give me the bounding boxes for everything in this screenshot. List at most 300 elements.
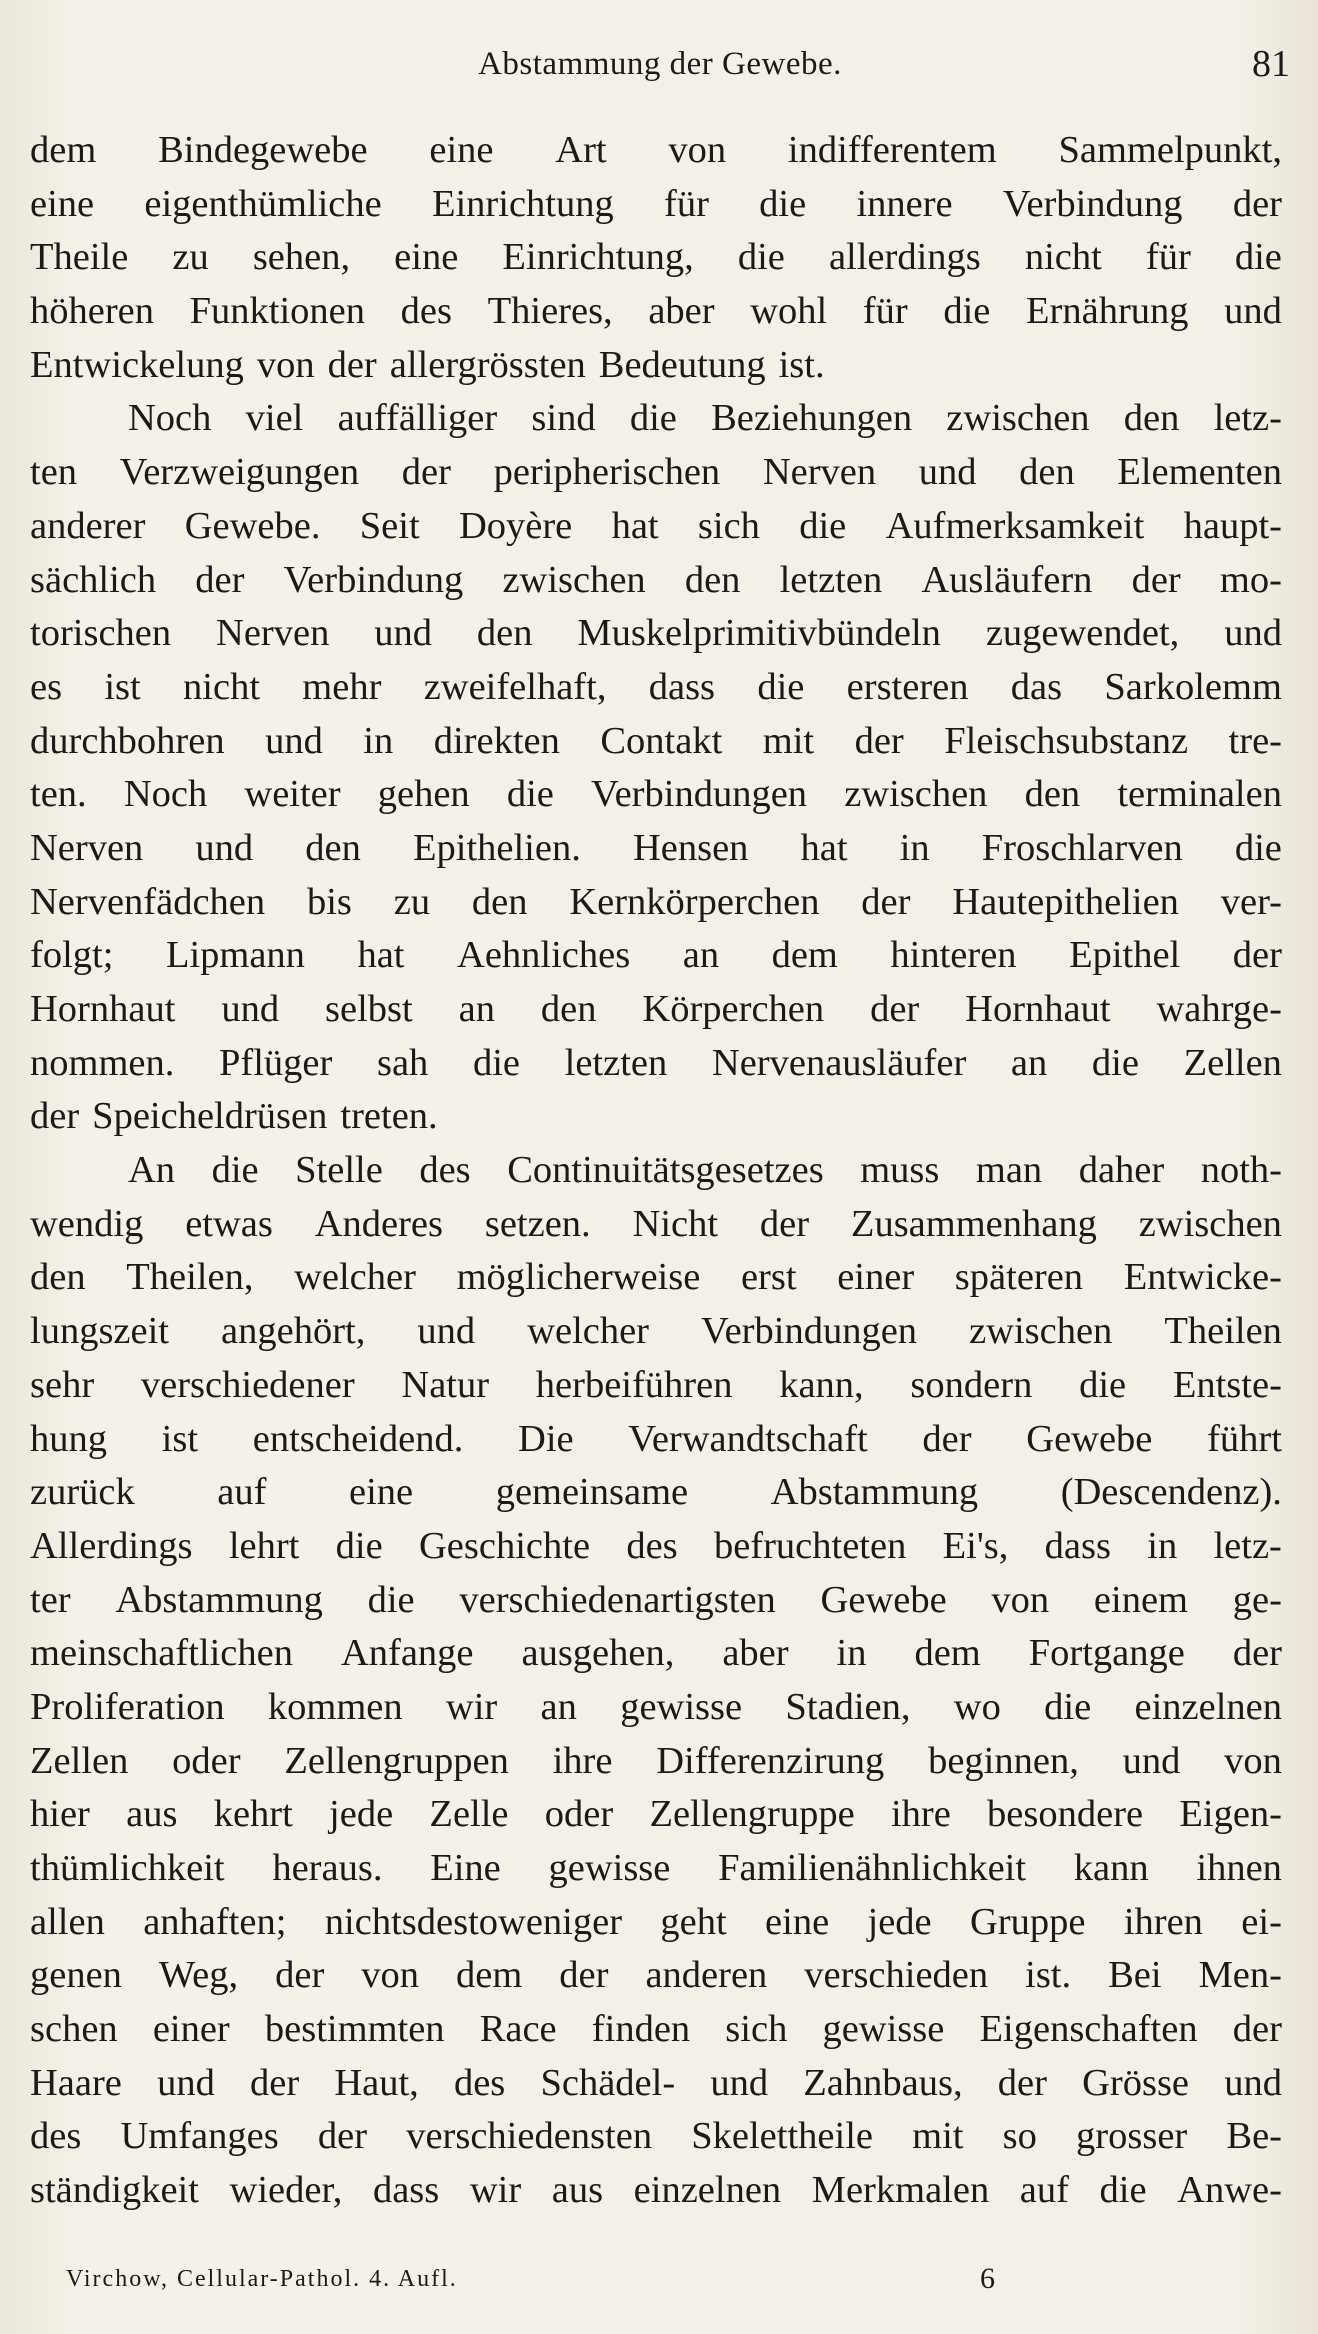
word: Eine xyxy=(430,1847,501,1889)
text-line xyxy=(30,826,1282,880)
word: Hautepithelien xyxy=(952,880,1179,923)
word: an xyxy=(540,1685,577,1728)
word: dass xyxy=(648,665,716,708)
word: den xyxy=(540,988,597,1030)
text-line xyxy=(30,396,1282,450)
word: geht xyxy=(660,1900,727,1943)
word: die xyxy=(737,236,785,279)
word: Hornhaut xyxy=(965,988,1111,1030)
word: Skelettheile xyxy=(691,2115,873,2158)
word: Hornhaut xyxy=(30,988,176,1030)
word: Verbindungen xyxy=(701,1310,918,1353)
word: der xyxy=(249,2061,300,2104)
word: die xyxy=(1234,236,1282,279)
word: Die xyxy=(518,1417,574,1460)
word: sehr xyxy=(30,1363,95,1406)
word: Verbindungen xyxy=(591,773,808,816)
word: torischen xyxy=(30,612,172,655)
word: Gewebe xyxy=(820,1578,947,1621)
word: und xyxy=(417,1310,476,1353)
word: Verbindung xyxy=(1002,182,1183,225)
word: letzten xyxy=(564,1041,668,1084)
word: von xyxy=(1224,1739,1282,1782)
word: den xyxy=(1019,451,1075,494)
text-line xyxy=(30,2007,1282,2061)
word: zweifelhaft, xyxy=(423,665,607,708)
word: und xyxy=(157,2061,215,2104)
word: Nervenfädchen xyxy=(30,880,266,923)
word: Thieres, xyxy=(487,290,613,333)
word: sah xyxy=(376,1041,429,1084)
word: direkten xyxy=(433,719,560,762)
word: ver- xyxy=(1220,880,1282,923)
word: sich xyxy=(725,2008,788,2051)
word: und xyxy=(710,2061,769,2104)
word: Noch xyxy=(123,773,208,816)
word: dem xyxy=(771,934,838,977)
word: Allerdings xyxy=(30,1524,193,1567)
word: Elementen xyxy=(1117,451,1282,494)
word: Muskelprimitivbündeln xyxy=(577,612,941,655)
word: für xyxy=(1145,236,1191,279)
word: gemeinsame xyxy=(495,1471,689,1514)
word: haupt- xyxy=(1183,504,1282,547)
word: Entste- xyxy=(1172,1363,1282,1406)
word: die xyxy=(335,1524,383,1567)
word: Bindegewebe xyxy=(158,129,368,171)
word: nommen. xyxy=(30,1041,175,1084)
word: ge- xyxy=(1232,1578,1282,1621)
running-title: Abstammung der Gewebe. xyxy=(478,46,842,82)
word: Verzweigungen xyxy=(119,451,360,494)
body-text xyxy=(30,128,1282,2222)
word: Entwickelung xyxy=(30,343,244,386)
word: zwischen xyxy=(502,558,646,601)
word: anderen xyxy=(645,1954,768,1997)
word: wieder, xyxy=(229,2169,343,2212)
word: ten xyxy=(30,451,78,494)
word: entscheidend. xyxy=(252,1417,464,1460)
word: gewisse xyxy=(620,1685,743,1728)
word: einer xyxy=(152,2008,230,2051)
word: Zellen xyxy=(30,1739,129,1782)
text-line xyxy=(30,343,1282,397)
word: der xyxy=(1232,934,1282,977)
word: (Descendenz). xyxy=(1060,1471,1282,1514)
word: Verwandtschaft xyxy=(628,1417,868,1460)
word: kann xyxy=(1073,1847,1149,1889)
word: Haut, xyxy=(334,2061,419,2104)
word: eigenthümliche xyxy=(144,182,382,225)
word: terminalen xyxy=(1117,773,1282,816)
word: zwischen xyxy=(969,1310,1113,1353)
word: der xyxy=(327,343,377,386)
word: Continuitätsgesetzes xyxy=(507,1149,824,1192)
word: eine xyxy=(429,129,494,171)
word: ist xyxy=(104,665,141,708)
word: den xyxy=(305,826,361,869)
text-line xyxy=(30,933,1282,987)
word: die xyxy=(1234,826,1282,869)
word: den xyxy=(684,558,741,601)
text-line xyxy=(30,182,1282,236)
word: der xyxy=(861,880,911,923)
word: der xyxy=(275,1954,325,1997)
word: hinteren xyxy=(890,934,1017,977)
word: dass xyxy=(372,2169,440,2212)
word: der xyxy=(870,988,920,1030)
word: durchbohren xyxy=(30,719,225,762)
word: Gewebe. xyxy=(184,504,321,547)
text-line xyxy=(30,880,1282,934)
text-line xyxy=(30,1900,1282,1954)
word: muss xyxy=(860,1149,940,1192)
word: Noch xyxy=(128,397,212,440)
word: des xyxy=(626,1524,678,1567)
word: innere xyxy=(856,182,953,225)
word: Proliferation xyxy=(30,1685,225,1728)
text-line xyxy=(30,1631,1282,1685)
word: die xyxy=(211,1149,259,1192)
word: des xyxy=(30,2115,82,2158)
word: Eigen- xyxy=(1179,1793,1282,1836)
word: nicht xyxy=(1024,236,1102,279)
word: Zelle xyxy=(429,1793,509,1836)
word: eine xyxy=(394,236,459,279)
word: treten. xyxy=(340,1095,438,1138)
word: bestimmten xyxy=(264,2008,445,2051)
word: zwischen xyxy=(844,773,988,816)
text-line xyxy=(30,1578,1282,1632)
word: An xyxy=(128,1149,176,1192)
word: Zusammenhang xyxy=(850,1202,1097,1245)
word: welcher xyxy=(527,1310,650,1353)
text-line xyxy=(30,558,1282,612)
word: der xyxy=(30,1095,80,1138)
word: dem xyxy=(30,129,97,171)
word: möglicherweise xyxy=(456,1256,701,1299)
word: tre- xyxy=(1228,719,1282,762)
word: zwischen xyxy=(946,397,1090,440)
word: hat xyxy=(800,826,848,869)
text-line xyxy=(30,289,1282,343)
word: lungszeit xyxy=(30,1310,169,1353)
word: Sammelpunkt, xyxy=(1058,129,1282,171)
word: der xyxy=(1232,2008,1282,2051)
word: dass xyxy=(1044,1524,1111,1567)
word: der xyxy=(401,451,451,494)
word: ihre xyxy=(552,1739,613,1782)
word: verschieden xyxy=(804,1954,989,1997)
word: herbeiführen xyxy=(535,1363,733,1406)
word: kann, xyxy=(779,1363,864,1406)
word: Lipmann xyxy=(165,934,305,977)
word: Ausläufern xyxy=(921,558,1093,601)
word: die xyxy=(757,665,805,708)
word: ter xyxy=(30,1578,71,1621)
word: Race xyxy=(479,2008,557,2051)
word: an xyxy=(682,934,720,977)
word: führt xyxy=(1207,1417,1282,1460)
text-line xyxy=(30,1953,1282,2007)
word: den xyxy=(1024,773,1081,816)
word: Zahnbaus, xyxy=(803,2061,963,2104)
word: Nerven xyxy=(30,826,144,869)
word: der xyxy=(1232,182,1282,225)
word: Doyère xyxy=(458,504,573,547)
text-line xyxy=(30,1792,1282,1846)
word: für xyxy=(862,290,908,333)
word: selbst xyxy=(325,988,413,1030)
text-line xyxy=(30,772,1282,826)
word: auffälliger xyxy=(337,397,498,440)
word: ihren xyxy=(1123,1900,1203,1943)
word: an xyxy=(1010,1041,1048,1084)
word: aber xyxy=(648,290,715,333)
word: und xyxy=(374,612,432,655)
word: Differenzirung xyxy=(656,1739,885,1782)
word: Fleischsubstanz xyxy=(944,719,1189,762)
word: man xyxy=(975,1149,1043,1192)
word: Gewebe xyxy=(1026,1417,1153,1460)
word: dem xyxy=(456,1954,523,1997)
word: und xyxy=(1224,612,1282,655)
word: anderer xyxy=(30,504,146,547)
text-line xyxy=(30,235,1282,289)
text-line xyxy=(30,1309,1282,1363)
word: den xyxy=(1123,397,1180,440)
word: letz- xyxy=(1213,397,1282,440)
word: Be- xyxy=(1226,2115,1282,2158)
word: hat xyxy=(611,504,659,547)
page-footer xyxy=(66,2262,1066,2306)
word: Natur xyxy=(401,1363,490,1406)
word: aber xyxy=(722,1632,789,1675)
text-line xyxy=(30,611,1282,665)
page-number: 81 xyxy=(1252,43,1290,85)
word: so xyxy=(1002,2115,1037,2158)
word: von xyxy=(256,343,315,386)
word: der xyxy=(559,1954,609,1997)
word: in xyxy=(836,1632,867,1675)
word: Sarkolemm xyxy=(1104,665,1282,708)
word: zugewendet, xyxy=(985,612,1180,655)
text-line xyxy=(30,1041,1282,1095)
word: letzten xyxy=(779,558,883,601)
word: die xyxy=(1091,1041,1139,1084)
word: Grösse xyxy=(1082,2061,1190,2104)
word: hat xyxy=(357,934,405,977)
word: das xyxy=(1010,665,1063,708)
word: dem xyxy=(914,1632,981,1675)
word: Bei xyxy=(1108,1954,1162,1997)
word: Seit xyxy=(359,504,420,547)
text-line xyxy=(30,1417,1282,1471)
word: den xyxy=(471,880,528,923)
word: verschiedenartigsten xyxy=(459,1578,776,1621)
word: den xyxy=(476,612,533,655)
text-line xyxy=(30,1202,1282,1256)
word: Nerven xyxy=(216,612,330,655)
word: von xyxy=(361,1954,420,1997)
word: des xyxy=(419,1149,471,1192)
word: sächlich xyxy=(30,558,157,601)
word: die xyxy=(1099,2169,1147,2212)
word: und xyxy=(1224,290,1282,333)
word: thümlichkeit xyxy=(30,1847,225,1889)
word: eine xyxy=(349,1471,414,1514)
word: die xyxy=(799,504,847,547)
word: mit xyxy=(762,719,815,762)
word: und xyxy=(221,988,280,1030)
word: der xyxy=(195,558,245,601)
text-line xyxy=(30,1685,1282,1739)
word: grosser xyxy=(1076,2115,1188,2158)
word: ständigkeit xyxy=(30,2169,199,2212)
word: und xyxy=(1122,1739,1181,1782)
text-line xyxy=(30,450,1282,504)
word: kommen xyxy=(267,1685,403,1728)
word: an xyxy=(458,988,495,1030)
word: gehen xyxy=(377,773,470,816)
word: Verbindung xyxy=(283,558,464,601)
word: Theilen xyxy=(1164,1310,1282,1353)
word: von xyxy=(668,129,727,171)
word: Anfange xyxy=(340,1632,474,1675)
word: befruchteten xyxy=(713,1524,907,1567)
word: gewisse xyxy=(548,1847,671,1889)
word: aus xyxy=(551,2169,604,2212)
word: besondere xyxy=(987,1793,1144,1836)
word: schen xyxy=(30,2008,118,2051)
word: Abstammung xyxy=(770,1471,979,1514)
word: angehört, xyxy=(221,1310,366,1353)
word: eine xyxy=(30,182,95,225)
word: peripherischen xyxy=(493,451,721,494)
word: späteren xyxy=(954,1256,1084,1299)
word: zwischen xyxy=(1138,1202,1282,1245)
word: erst xyxy=(740,1256,797,1299)
word: ihnen xyxy=(1196,1847,1282,1889)
word: sich xyxy=(697,504,760,547)
word: die xyxy=(1079,1363,1127,1406)
text-line xyxy=(30,128,1282,182)
word: hier xyxy=(30,1793,90,1836)
word: nichtsdestoweniger xyxy=(324,1900,623,1943)
word: einzelnen xyxy=(1134,1685,1282,1728)
word: zu xyxy=(393,880,431,923)
word: der xyxy=(1232,1632,1282,1675)
text-line xyxy=(30,2114,1282,2168)
word: etwas xyxy=(185,1202,273,1245)
word: und xyxy=(1224,2061,1282,2104)
text-line xyxy=(30,1094,1282,1148)
word: Hensen xyxy=(632,826,749,869)
word: und xyxy=(918,451,977,494)
word: viel xyxy=(245,397,304,440)
word: folgt; xyxy=(30,934,114,977)
word: Pflüger xyxy=(219,1041,333,1084)
word: Theile xyxy=(30,236,129,279)
word: Haare xyxy=(30,2061,122,2104)
word: und xyxy=(195,826,254,869)
word: einzelnen xyxy=(633,2169,782,2212)
word: des xyxy=(453,2061,506,2104)
word: daher xyxy=(1078,1149,1165,1192)
word: oder xyxy=(544,1793,614,1836)
word: welcher xyxy=(294,1256,416,1299)
word: Zellen xyxy=(1183,1041,1282,1084)
word: Fortgange xyxy=(1028,1632,1185,1675)
word: Men- xyxy=(1198,1954,1282,1997)
word: Anderes xyxy=(314,1202,443,1245)
word: Umfanges xyxy=(120,2115,279,2158)
word: ist xyxy=(161,1417,199,1460)
word: Theilen, xyxy=(126,1256,254,1299)
word: wahrge- xyxy=(1156,988,1282,1030)
word: einer xyxy=(837,1256,915,1299)
word: gewisse xyxy=(822,2008,945,2051)
word: und xyxy=(265,719,323,762)
word: sind xyxy=(531,397,596,440)
word: Speicheldrüsen xyxy=(92,1095,328,1138)
word: allen xyxy=(30,1900,105,1943)
word: Ei's, xyxy=(942,1524,1009,1567)
word: Epithelien. xyxy=(412,826,581,869)
word: Merkmalen xyxy=(811,2169,990,2212)
word: hung xyxy=(30,1417,107,1460)
word: verschiedensten xyxy=(406,2115,653,2158)
word: in xyxy=(899,826,930,869)
word: Zellengruppe xyxy=(649,1793,855,1836)
word: ausgehen, xyxy=(521,1632,675,1675)
word: Epithel xyxy=(1069,934,1181,977)
word: Aehnliches xyxy=(457,934,631,977)
word: sondern xyxy=(910,1363,1033,1406)
word: wendig xyxy=(30,1202,144,1245)
word: es xyxy=(30,665,63,708)
word: nicht xyxy=(183,665,261,708)
word: Körperchen xyxy=(642,988,825,1030)
word: Abstammung xyxy=(115,1578,323,1621)
word: letz- xyxy=(1213,1524,1282,1567)
word: Ernährung xyxy=(1026,290,1189,333)
word: meinschaftlichen xyxy=(30,1632,293,1675)
word: jede xyxy=(867,1900,932,1943)
word: der xyxy=(854,719,904,762)
text-line xyxy=(30,1846,1282,1900)
word: kehrt xyxy=(213,1793,293,1836)
word: ist. xyxy=(778,343,825,386)
word: Funktionen xyxy=(189,290,366,333)
word: auf xyxy=(217,1471,267,1514)
word: Geschichte xyxy=(419,1524,591,1567)
word: Art xyxy=(555,129,607,171)
word: mehr xyxy=(302,665,382,708)
word: ei- xyxy=(1241,1900,1282,1943)
word: allergrössten xyxy=(389,343,586,386)
word: Beziehungen xyxy=(711,397,913,440)
word: Weg, xyxy=(158,1954,239,1997)
text-line xyxy=(30,1739,1282,1793)
word: der xyxy=(922,1417,972,1460)
word: zurück xyxy=(30,1471,135,1514)
word: Aufmerksamkeit xyxy=(885,504,1145,547)
word: noth- xyxy=(1200,1149,1282,1192)
word: die xyxy=(1044,1685,1092,1728)
word: verschiedener xyxy=(140,1363,355,1406)
word: beginnen, xyxy=(928,1739,1079,1782)
